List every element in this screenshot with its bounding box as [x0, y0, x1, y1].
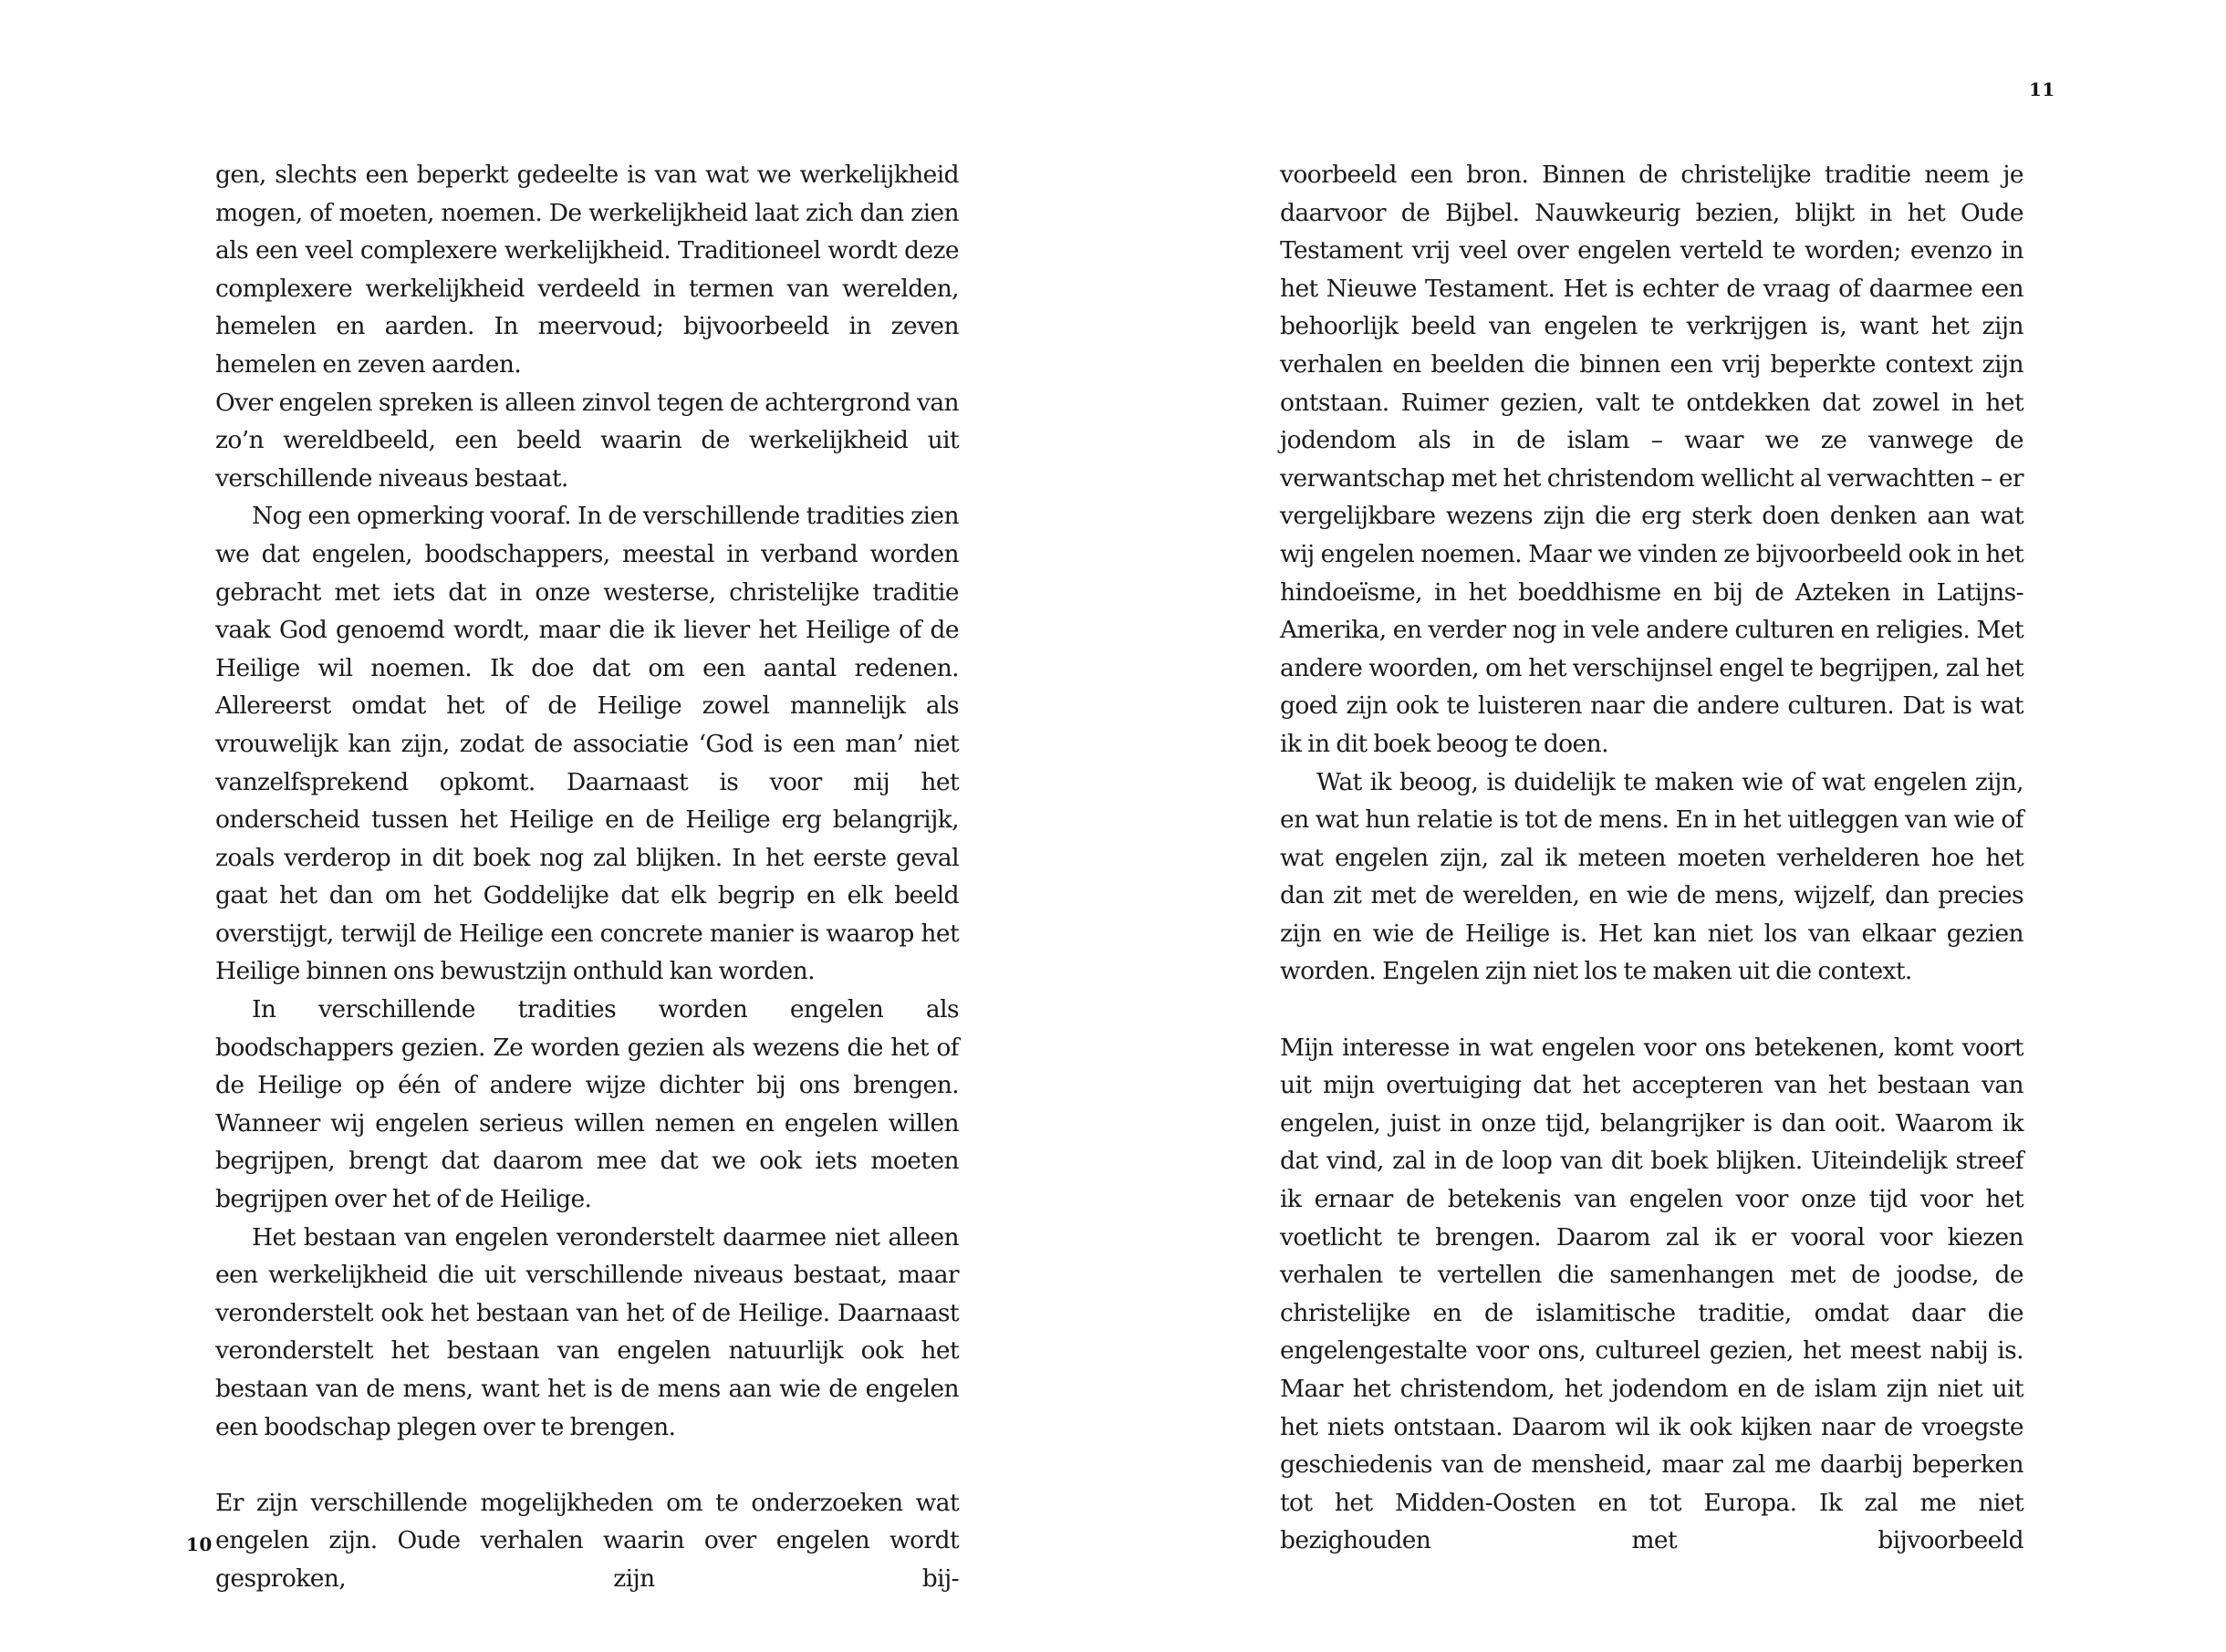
- paragraph: gen, slechts een beperkt gedeelte is van wat we werkelijkheid mogen, of moeten, noemen. De werkelijkheid laat zich dan zien als een veel complexere werkelijkheid. Traditioneel wordt deze complexere werkelijkheid verdeeld in termen van werelden, hemelen en aarden. In meervoud; bijvoorbeeld in zeven hemelen en zeven aarden.: [215, 161, 959, 379]
- paragraph: Over engelen spreken is alleen zinvol tegen de achtergrond van zo’n wereldbeeld, een beeld waarin de werkelijkheid uit verschillende niveaus bestaat.: [215, 388, 959, 493]
- paragraph: Er zijn verschillende mogelijkheden om te onderzoeken wat engelen zijn. Oude verhalen waarin over engelen wordt gesproken, zijn bij-: [215, 1488, 959, 1593]
- paragraph: Wat ik beoog, is duidelijk te maken wie of wat engelen zijn, en wat hun relatie is tot de mens. En in het uitleggen van wie of wat engelen zijn, zal ik meteen moeten verhelderen hoe het dan zit met de werelden, en wie de mens, wijzelf, dan precies zijn en wie de Heilige is. Het kan niet los van elkaar gezien worden. Engelen zijn niet los te maken uit die context.: [1280, 767, 2023, 986]
- left-page-text: [215, 156, 959, 1598]
- right-page-text: [1280, 156, 2023, 1560]
- page-number: 10: [186, 1533, 213, 1555]
- paragraph: Mijn interesse in wat engelen voor ons betekenen, komt voort uit mijn overtuiging dat het accepteren van het bestaan van engelen, juist in onze tijd, belangrijker is dan ooit. Waarom ik dat vind, zal in de loop van dit boek blijken. Uiteindelijk streef ik ernaar de betekenis van engelen voor onze tijd voor het voetlicht te brengen. Daarom zal ik er vooral voor kiezen verhalen te vertellen die samenhangen met de joodse, de christelijke en de islamitische traditie, omdat daar die engelengestalte voor ons, cultureel gezien, het meest nabij is. Maar het christendom, het jodendom en de islam zijn niet uit het niets ontstaan. Daarom wil ik ook kijken naar de vroegste geschiedenis van de mensheid, maar zal me daarbij beperken tot het Midden-Oosten en tot Europa. Ik zal me niet bezighouden met bijvoorbeeld: [1280, 1033, 2023, 1555]
- paragraph: voorbeeld een bron. Binnen de christelijke traditie neem je daarvoor de Bijbel. Nauwkeurig bezien, blijkt in het Oude Testament vrij veel over engelen verteld te worden; evenzo in het Nieuwe Testament. Het is echter de vraag of daarmee een behoorlijk beeld van engelen te verkrijgen is, want het zijn verhalen en beelden die binnen een vrij beperkte context zijn ontstaan. Ruimer gezien, valt te ontdekken dat zowel in het jodendom als in de islam – waar we ze vanwege de verwantschap met het christendom wellicht al verwachtten – er vergelijkbare wezens zijn die erg sterk doen denken aan wat wij engelen noemen. Maar we vinden ze bijvoorbeeld ook in het hindoeïsme, in het boeddhisme en bij de Azteken in Latijns-Amerika, en verder nog in vele andere culturen en religies. Met andere woorden, om het verschijnsel engel te begrijpen, zal het goed zijn ook te luisteren naar die andere culturen. Dat is wat ik in dit boek beoog te doen.: [1280, 161, 2023, 758]
- paragraph: Nog een opmerking vooraf. In de verschillende tradities zien we dat engelen, boodschappers, meestal in verband worden gebracht met iets dat in onze westerse, christelijke traditie vaak God genoemd wordt, maar die ik liever het Heilige of de Heilige wil noemen. Ik doe dat om een aantal redenen. Allereerst omdat het of de Heilige zowel mannelijk als vrouwelijk kan zijn, zodat de associatie ‘God is een man’ niet vanzelfsprekend opkomt. Daarnaast is voor mij het onderscheid tussen het Heilige en de Heilige erg belangrijk, zoals verderop in dit boek nog zal blijken. In het eerste geval gaat het dan om het Goddelijke dat elk begrip en elk beeld overstijgt, terwijl de Heilige een concrete manier is waarop het Heilige binnen ons bewustzijn onthuld kan worden.: [215, 502, 959, 986]
- page-number: 11: [2029, 78, 2055, 100]
- paragraph: Het bestaan van engelen veronderstelt daarmee niet alleen een werkelijkheid die uit verschillende niveaus bestaat, maar veronderstelt ook het bestaan van het of de Heilige. Daarnaast veronderstelt het bestaan van engelen natuurlijk ook het bestaan van de mens, want het is de mens aan wie de engelen een boodschap plegen over te brengen.: [215, 1222, 959, 1441]
- paragraph: In verschillende tradities worden engelen als boodschappers gezien. Ze worden gezien als wezens die het of de Heilige op één of andere wijze dichter bij ons brengen. Wanneer wij engelen serieus willen nemen en engelen willen begrijpen, brengt dat daarom mee dat we ook iets moeten begrijpen over het of de Heilige.: [215, 995, 959, 1214]
- right-page: [1113, 0, 2226, 1652]
